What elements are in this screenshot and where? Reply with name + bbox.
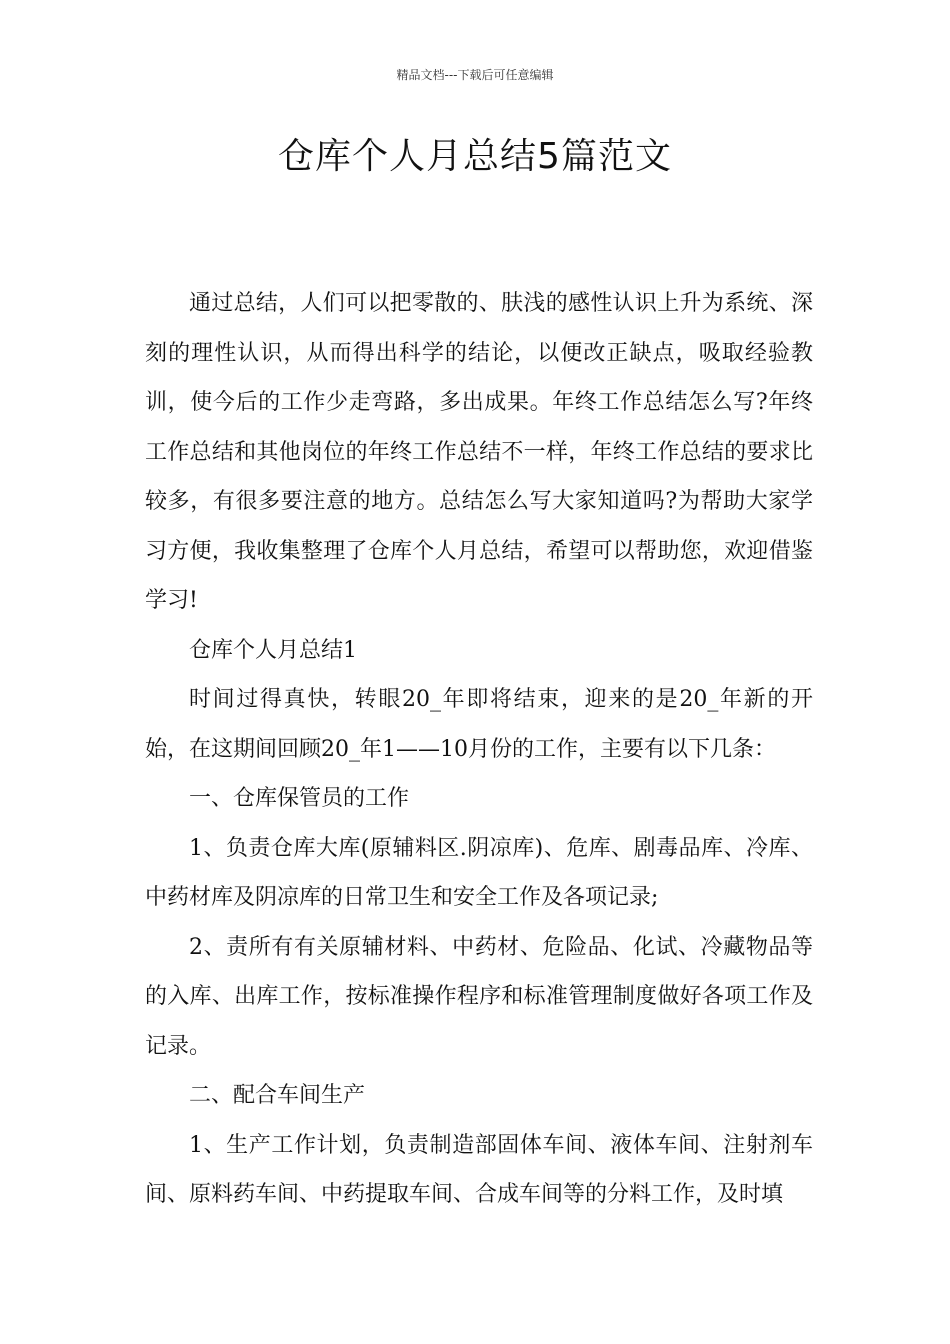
intro-paragraph: 通过总结，人们可以把零散的、肤浅的感性认识上升为系统、深刻的理性认识，从而得出科学的结论，以便改正缺点，吸取经验教训，使今后的工作少走弯路，多出成果。年终工作总结怎么写?年终工作总结和其他岗位的年终工作总结不一样，年终工作总结的要求比较多，有很多要注意的地方。总结怎么写大家知道吗?为帮助大家学习方便，我收集整理了仓库个人月总结，希望可以帮助您，欢迎借鉴学习! [145, 291, 813, 613]
opening-paragraph: 时间过得真快，转眼20_年即将结束，迎来的是20_年新的开始，在这期间回顾20_年1——10月份的工作，主要有以下几条： [145, 687, 813, 762]
item-2-1: 1、生产工作计划，负责制造部固体车间、液体车间、注射剂车间、原料药车间、中药提取车间、合成车间等的分料工作，及时填 [145, 1132, 813, 1207]
document-title: 仓库个人月总结5篇范文 [278, 136, 672, 177]
item-1-1: 1、负责仓库大库(原辅料区.阴凉库)、危库、剧毒品库、冷库、中药材库及阴凉库的日常卫生和安全工作及各项记录; [145, 835, 813, 910]
document-body [145, 279, 813, 1220]
subheading-1: 一、仓库保管员的工作 [189, 786, 410, 811]
page-header: 精品文档---下载后可任意编辑 [396, 68, 554, 82]
section-heading-1: 仓库个人月总结1 [189, 637, 357, 663]
item-1-2: 2、责所有有关原辅材料、中药材、危险品、化试、冷藏物品等的入库、出库工作，按标准操作程序和标准管理制度做好各项工作及记录。 [145, 934, 813, 1059]
subheading-2: 二、配合车间生产 [189, 1083, 366, 1108]
